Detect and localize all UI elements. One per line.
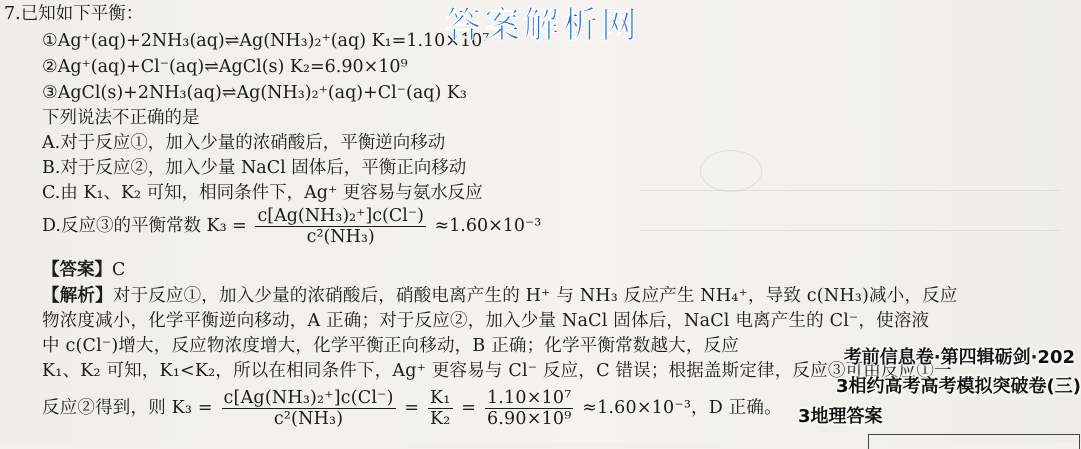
equals-sign: =	[461, 398, 477, 418]
overlay-caption-line-1: 考前信息卷·第四辑砺剑·202	[843, 347, 1075, 368]
reaction-2: ②Ag⁺(aq)+Cl⁻(aq)⇌AgCl(s) K₂=6.90×10⁹	[42, 57, 408, 77]
fraction-numerator: K₁	[430, 388, 451, 408]
question-prompt: 下列说法不正确的是	[42, 108, 200, 128]
option-d-fraction	[255, 206, 425, 247]
question-header	[4, 3, 143, 25]
fraction-denominator: 6.90×10⁹	[486, 409, 572, 429]
final-suffix: ≈1.60×10⁻³，D 正确。	[582, 398, 782, 418]
answer-value: C	[112, 260, 126, 280]
overlay-caption-line-2: 3相约高考高考模拟突破卷(三)	[836, 376, 1081, 397]
answer-row	[42, 259, 125, 281]
fraction-numerator: c[Ag(NH₃)₂⁺]c(Cl⁻)	[257, 206, 424, 226]
fraction-numerator: 1.10×10⁷	[486, 388, 572, 408]
analysis-final-line	[42, 388, 782, 429]
option-b: B.对于反应②，加入少量 NaCl 固体后，平衡正向移动	[42, 158, 467, 178]
final-prefix: 反应②得到，则 K₃ =	[42, 398, 213, 418]
analysis-label: 【解析】	[42, 286, 113, 306]
fraction-numerator: c[Ag(NH₃)₂⁺]c(Cl⁻)	[223, 388, 394, 408]
analysis-line-3: 中 c(Cl⁻)增大，反应物浓度增大，化学平衡正向移动，B 正确；化学平衡常数越大，反应	[42, 336, 739, 356]
final-fraction-3	[485, 388, 574, 429]
option-c: C.由 K₁、K₂ 可知，相同条件下，Ag⁺ 更容易与氨水反应	[42, 183, 483, 203]
option-d-suffix: ≈1.60×10⁻³	[434, 216, 542, 236]
watermark-logo: 答案解析网	[445, 5, 641, 46]
analysis-line-2: 物浓度减小，化学平衡逆向移动，A 正确；对于反应②，加入少量 NaCl 固体后，NaCl 电离产生的 Cl⁻，使溶液	[42, 311, 930, 331]
answer-label: 【答案】	[42, 260, 112, 280]
analysis-line-1	[42, 285, 958, 307]
option-a: A.对于反应①，加入少量的浓硝酸后，平衡逆向移动	[42, 133, 446, 153]
analysis-line-4: K₁、K₂ 可知，K₁<K₂，所以在相同条件下，Ag⁺ 更容易与 Cl⁻ 反应，C 错误；根据盖斯定律，反应③可由反应①一	[42, 361, 952, 381]
overlay-caption-line-3: 3地理答案	[798, 406, 883, 427]
question-number: 7.	[4, 4, 21, 24]
final-fraction-2	[428, 388, 453, 429]
fraction-denominator: c²(NH₃)	[306, 227, 375, 247]
option-d-prefix: D.反应③的平衡常数 K₃ =	[42, 216, 247, 236]
option-d	[42, 206, 541, 247]
equals-sign: =	[404, 398, 420, 418]
question-intro: 已知如下平衡：	[20, 4, 144, 24]
final-fraction-1	[222, 388, 396, 429]
reaction-1: ①Ag⁺(aq)+2NH₃(aq)⇌Ag(NH₃)₂⁺(aq) K₁=1.10×10⁷	[42, 31, 490, 51]
reaction-3: ③AgCl(s)+2NH₃(aq)⇌Ag(NH₃)₂⁺(aq)+Cl⁻(aq) K₃	[42, 83, 467, 103]
fraction-denominator: c²(NH₃)	[273, 409, 344, 429]
analysis-text: 对于反应①，加入少量的浓硝酸后，硝酸电离产生的 H⁺ 与 NH₃ 反应产生 NH₄⁺，导致 c(NH₃)减小，反应	[112, 286, 958, 306]
fraction-denominator: K₂	[430, 409, 451, 429]
